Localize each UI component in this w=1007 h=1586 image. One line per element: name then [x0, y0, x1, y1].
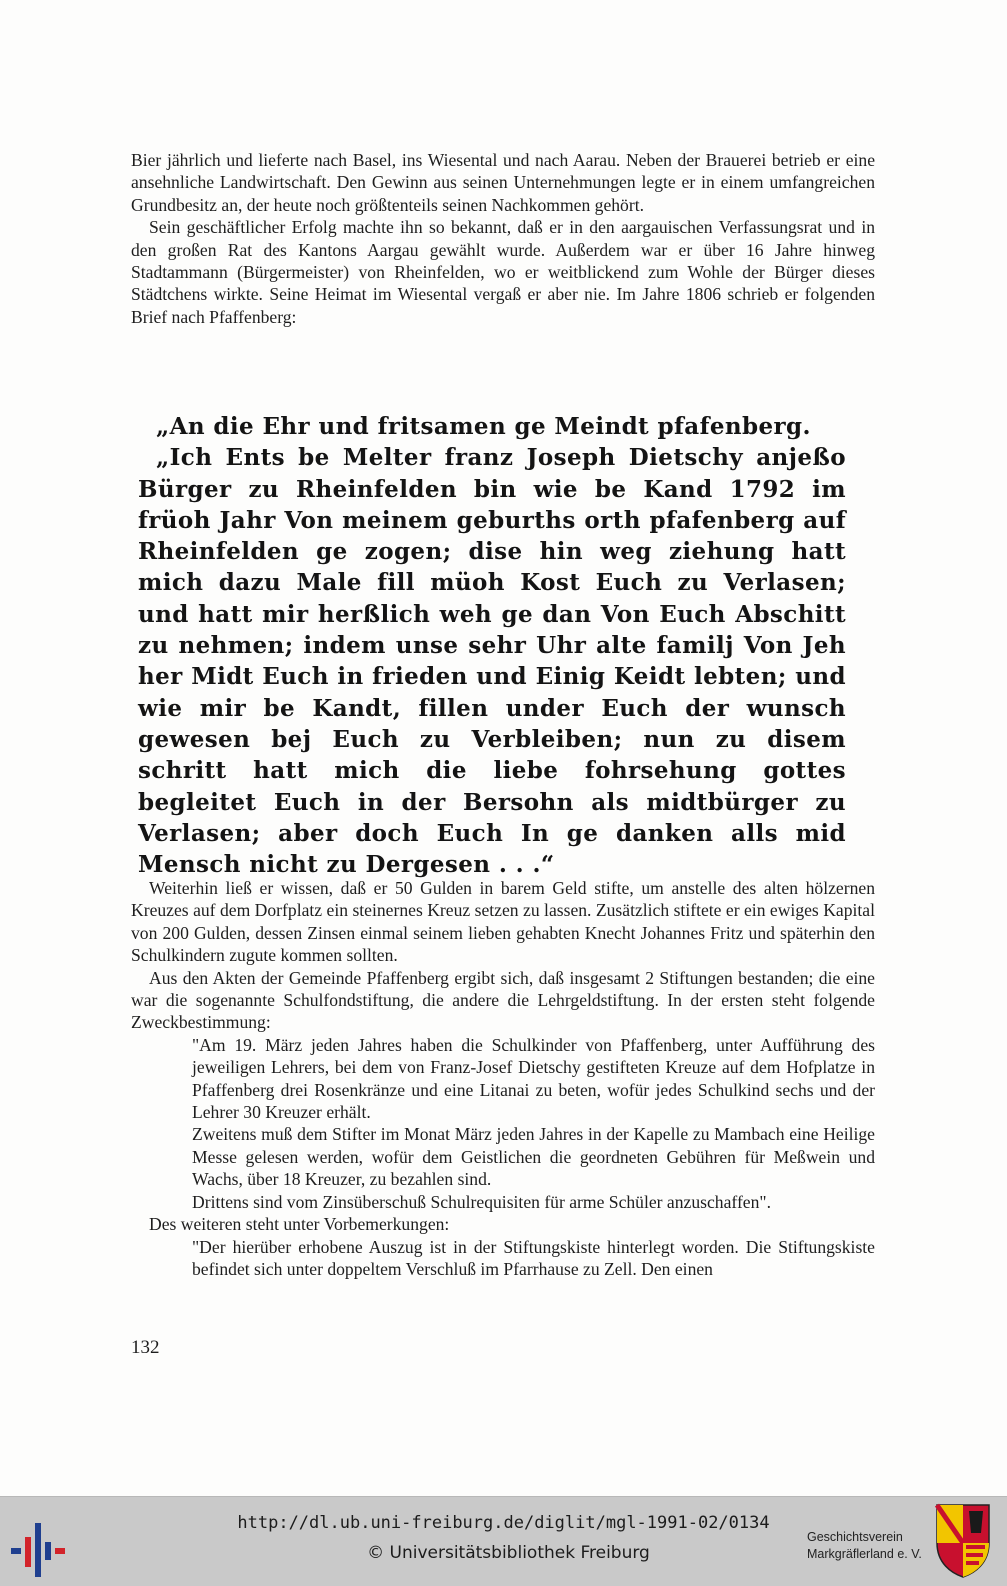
society-name	[807, 1529, 932, 1563]
quote-paragraph: Zweitens muß dem Stifter im Monat März jeden Jahres in der Kapelle zu Mambach eine Heilige Messe gelesen werden, wofür dem Geistlichen die geordneten Gebühren für Meßwein und Wachs, über 18 Kreuzer, zu bezahlen sind.	[192, 1124, 875, 1190]
letter-salutation: „An die Ehr und fritsamen ge Meindt pfafenberg.	[156, 413, 811, 440]
copyright-text: © Universitätsbibliothek Freiburg	[367, 1543, 650, 1563]
intro-text	[131, 149, 875, 328]
page-number: 132	[131, 1337, 160, 1358]
quote-paragraph: "Der hierüber erhobene Auszug ist in der Stiftungskiste hinterlegt worden. Die Stiftungskiste befindet sich unter doppeltem Verschluß im Pfarrhause zu Zell. Den einen	[192, 1236, 875, 1279]
paragraph: Sein geschäftlicher Erfolg machte ihn so bekannt, daß er in den aargauischen Verfassungsrat und in den großen Rat des Kantons Aargau gewählt wurde. Außerdem war er über 16 Jahre hinweg Stadtammann (Bürgermeister) von Rheinfelden, wo er weitblickend zum Wohle der Bürger dieses Städtchens wirkte. Seine Heimat im Wiesental vergaß er aber nie. Im Jahre 1806 schrieb er folgenden Brief nach Pfaffenberg:	[131, 217, 875, 327]
society-line: Geschichtsverein	[807, 1530, 903, 1544]
paragraph: Aus den Akten der Gemeinde Pfaffenberg ergibt sich, daß insgesamt 2 Stiftungen bestanden; die eine war die sogenannte Schulfondstiftung, die andere die Lehrgeldstiftung. In der ersten steht folgende Zweckbestimmung:	[131, 967, 875, 1033]
letter-body: „Ich Ents be Melter franz Joseph Dietschy anjeßo Bürger zu Rheinfelden bin wie be Kand 1792 im früoh Jahr Von meinem geburths orth pfafenberg auf Rheinfelden ge zogen; dise hin weg ziehung hatt mich dazu Male fill müoh Kost Euch zu Verlasen; und hatt mir herßlich weh ge dan Von Euch Abschitt zu nehmen; indem unse sehr Uhr alte familj Von Jeh her Midt Euch in frieden und Einig Keidt lebten; und wie mir be Kandt, fillen under Euch der wunsch gewesen bej Euch zu Verbleiben; nun zu disem schritt hatt mich die liebe fohrsehung gottes begleitet Euch in der Bersohn als midtbürger zu Verlasen; aber doch Euch In ge danken alls mid Mensch nicht zu Dergesen . . .“	[138, 444, 846, 879]
paragraph: Bier jährlich und lieferte nach Basel, ins Wiesental und nach Aarau. Neben der Brauerei betrieb er eine ansehnliche Landwirtschaft. Den Gewinn aus seinen Unternehmungen legte er in einem umfangreichen Grundbesitz an, der heute noch größtenteils seinen Nachkommen gehört.	[131, 150, 875, 215]
document-url-link[interactable]: http://dl.ub.uni-freiburg.de/diglit/mgl-1991-02/0134	[237, 1513, 770, 1533]
foundation-text	[131, 877, 875, 1280]
paragraph: Weiterhin ließ er wissen, daß er 50 Gulden in barem Geld stifte, um anstelle des alten hölzernen Kreuzes auf dem Dorfplatz ein steinernes Kreuz setzen zu lassen. Zusätzlich stiftete er ein ewiges Kapital von 200 Gulden, dessen Zinsen einmal seinem lieben gehabten Knecht Johannes Fritz und späterhin den Schulkindern zugute kommen sollten.	[131, 878, 875, 966]
footer-bar	[0, 1496, 1007, 1586]
paragraph: Des weiteren steht unter Vorbemerkungen:	[149, 1214, 450, 1235]
quote-paragraph: Drittens sind vom Zinsüberschuß Schulrequisiten für arme Schüler anzuschaffen".	[192, 1191, 771, 1212]
society-line: Markgräflerland e. V.	[807, 1547, 922, 1561]
quote-paragraph: "Am 19. März jeden Jahres haben die Schulkinder von Pfaffenberg, unter Aufführung des jeweiligen Lehrers, bei dem von Franz-Josef Dietschy gestifteten Kreuze auf dem Hofplatze in Pfaffenberg drei Rosenkränze und eine Litanai zu beten, wofür jedes Schulkind sechs und der Lehrer 30 Kreuzer erhält.	[192, 1034, 875, 1123]
coat-of-arms-icon	[935, 1503, 991, 1579]
fraktur-letter	[138, 411, 846, 880]
